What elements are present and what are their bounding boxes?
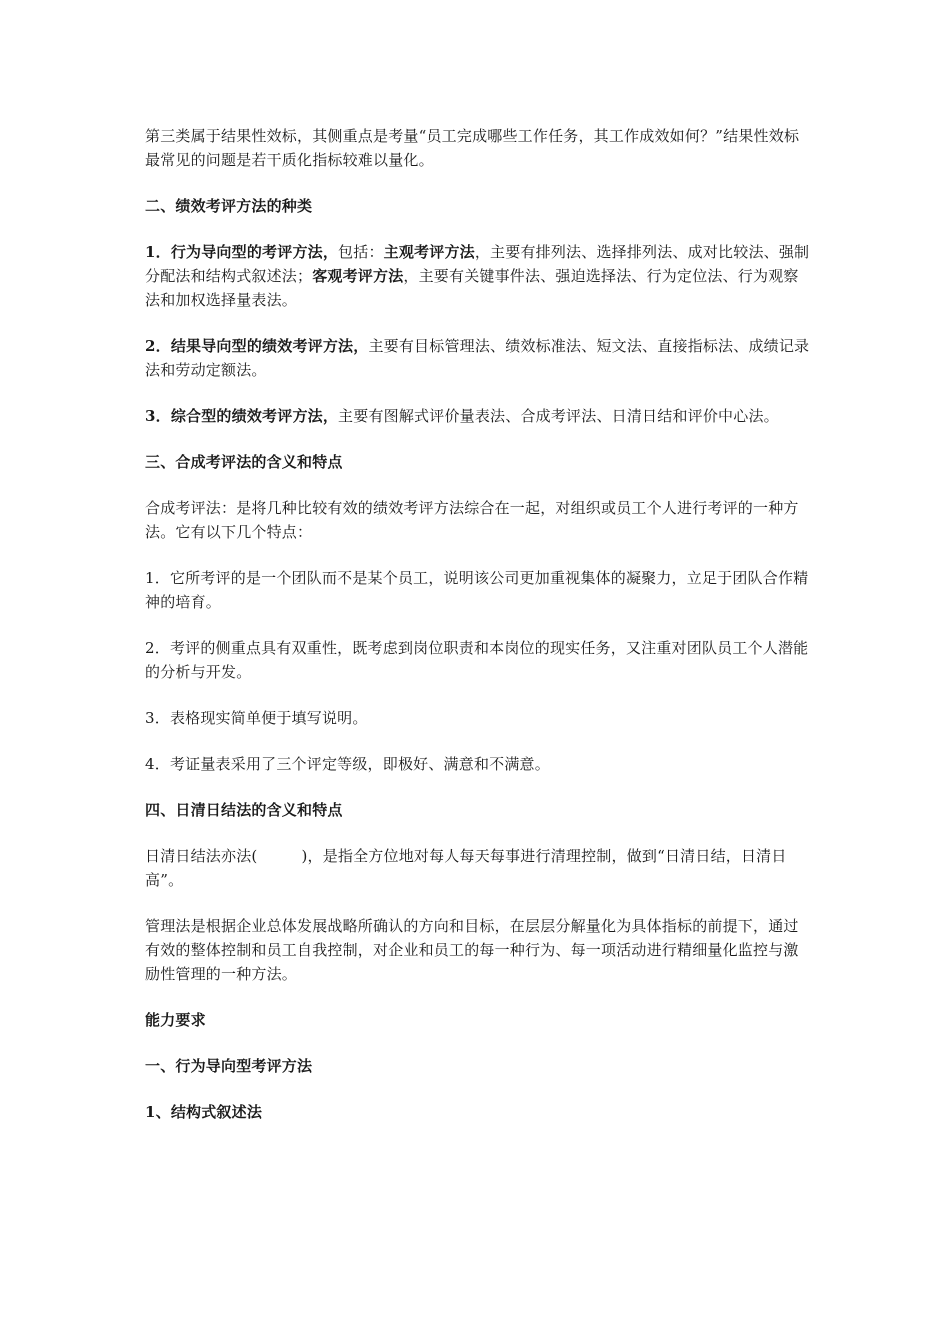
heading-daily-method: 四、日清日结法的含义和特点 — [145, 801, 343, 819]
paragraph-result-methods — [145, 334, 810, 382]
document-body — [145, 124, 810, 1146]
bold-lead: 2．结果导向型的绩效考评方法， — [145, 337, 369, 355]
text-span: )，是指全方位地对每人每天每事进行清理控制，做到“日清日结，日清日高”。 — [145, 847, 787, 889]
bold-lead: 3．综合型的绩效考评方法， — [145, 407, 339, 425]
heading-structured-narrative: 1、结构式叙述法 — [145, 1103, 263, 1121]
list-item-composite-2: 2．考评的侧重点具有双重性，既考虑到岗位职责和本岗位的现实任务，又注重对团队员工个人潜能的分析与开发。 — [145, 639, 809, 681]
text-span: 主要有图解式评价量表法、合成考评法、日清日结和评价中心法。 — [338, 407, 779, 425]
bold-term: 客观考评方法 — [312, 267, 404, 285]
text-span: 主要有目标管理法、绩效标准法、短文法、直接指标法、成绩记录法和劳动定额法。 — [145, 337, 810, 379]
heading-ability-requirements: 能力要求 — [145, 1011, 206, 1029]
text-span: ，主要有排列法、选择排列法、成对比较法、强制分配法和结构式叙述法； — [145, 243, 810, 285]
paragraph-result-criteria: 第三类属于结果性效标，其侧重点是考量“员工完成哪些工作任务，其工作成效如何？”结果性效标最常见的问题是若干质化指标较难以量化。 — [145, 127, 800, 169]
text-span: 包括： — [338, 243, 384, 261]
paragraph-daily-definition — [145, 844, 810, 892]
bold-lead: 1．行为导向型的考评方法， — [145, 243, 339, 261]
text-span: 日清日结法亦法( — [145, 847, 258, 865]
heading-composite-method: 三、合成考评法的含义和特点 — [145, 453, 343, 471]
list-item-composite-4: 4．考证量表采用了三个评定等级，即极好、满意和不满意。 — [145, 755, 550, 773]
text-span: ，主要有关键事件法、强迫选择法、行为定位法、行为观察法和加权选择量表法。 — [145, 267, 799, 309]
heading-method-types: 二、绩效考评方法的种类 — [145, 197, 313, 215]
paragraph-management-method: 管理法是根据企业总体发展战略所确认的方向和目标，在层层分解量化为具体指标的前提下，通过有效的整体控制和员工自我控制，对企业和员工的每一种行为、每一项活动进行精细量化监控与激励性管理的一种方法。 — [145, 917, 799, 983]
list-item-composite-3: 3．表格现实简单便于填写说明。 — [145, 709, 368, 727]
bold-term: 主观考评方法 — [383, 243, 475, 261]
list-item-composite-1: 1．它所考评的是一个团队而不是某个员工，说明该公司更加重视集体的凝聚力，立足于团队合作精神的培育。 — [145, 569, 809, 611]
heading-behavior-methods: 一、行为导向型考评方法 — [145, 1057, 313, 1075]
paragraph-composite-definition: 合成考评法：是将几种比较有效的绩效考评方法综合在一起，对组织或员工个人进行考评的一种方法。它有以下几个特点： — [145, 499, 799, 541]
paragraph-behavior-methods — [145, 240, 810, 312]
paragraph-comprehensive-methods — [145, 404, 810, 428]
